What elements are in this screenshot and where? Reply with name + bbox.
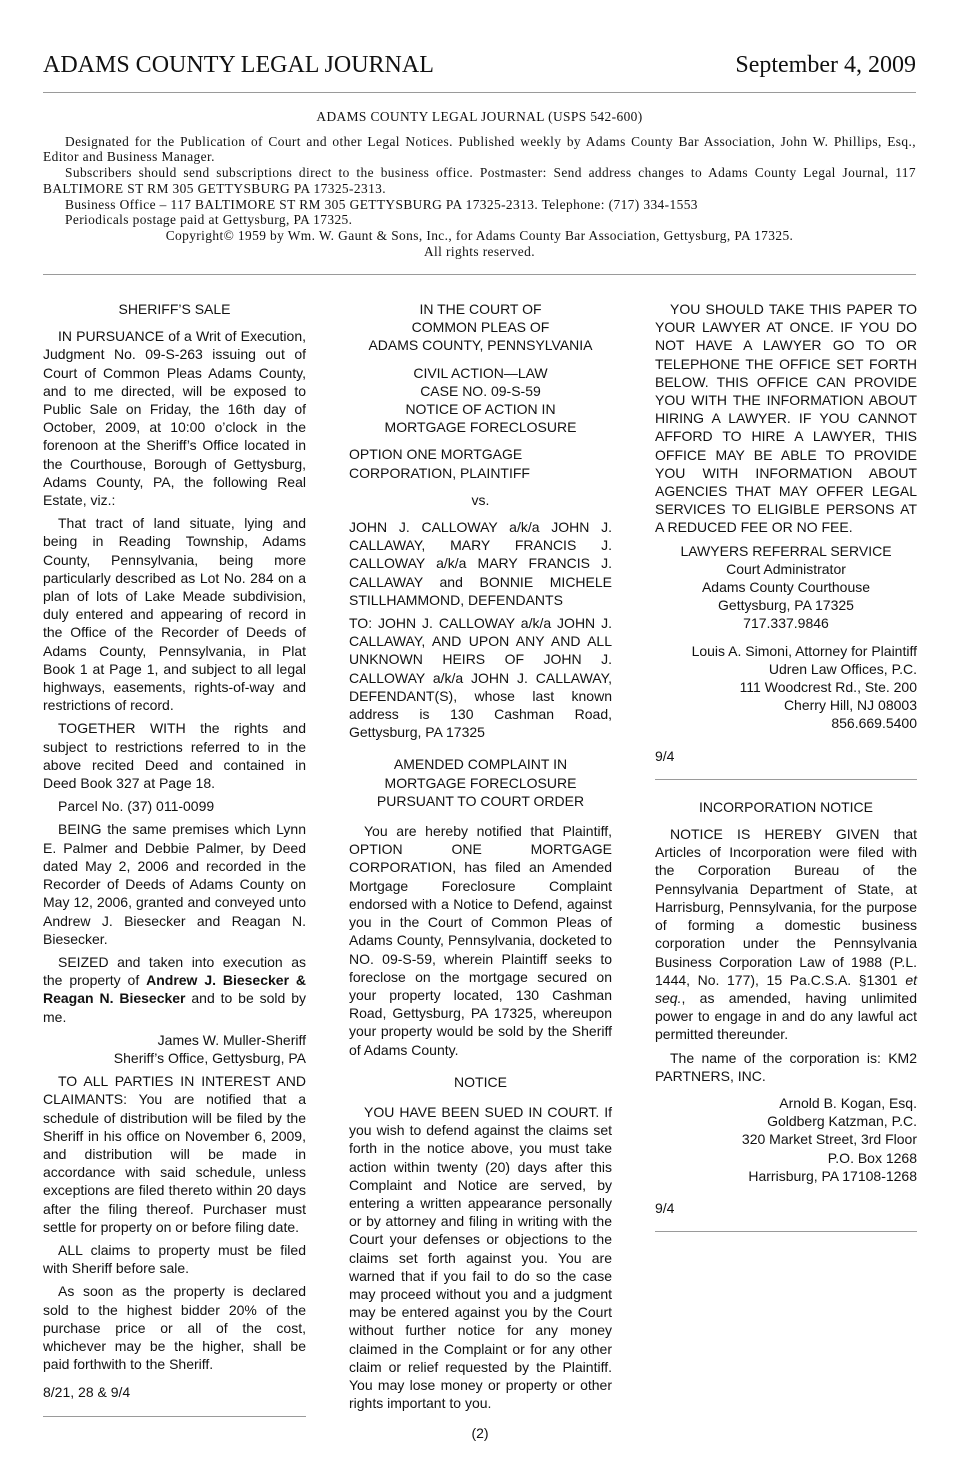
plaintiff-attorney [655, 642, 917, 733]
case-caption-line: CASE NO. 09-S-59 [420, 382, 541, 399]
incorporation-signature [655, 1094, 917, 1185]
sheriff-sale-paragraph: TO ALL PARTIES IN INTEREST AND CLAIMANTS: You are notified that a schedule of distribution will be filed by the Sheriff in his office on November 6, 2009, and distribution will be made in accordance with said schedule, unless exceptions are filed thereto within 20 days after the filing thereof. Purchaser must settle for property on or before filing date. [43, 1073, 306, 1235]
sheriff-sale-paragraph: As soon as the property is declared sold to the highest bidder 20% of the purchase price or all of the cost, whichever may be the higher, shall be paid forthwith to the Sheriff. [43, 1283, 306, 1373]
parcel-number: Parcel No. (37) 011-0099 [58, 798, 215, 815]
seized-text: SEIZED and taken into execution as the property of [43, 953, 306, 989]
masthead-rule [43, 274, 916, 275]
signature-line: Arnold B. Kogan, Esq. [779, 1094, 917, 1111]
court-caption-line: COMMON PLEAS OF [411, 319, 550, 336]
masthead [43, 109, 916, 259]
referral-line: Court Administrator [726, 560, 846, 577]
case-caption-line: MORTGAGE FORECLOSURE [384, 419, 577, 436]
masthead-designation: Designated for the Publication of Court and other Legal Notices. Published weekly by Adams County Bar Association, John W. Phillips, Esq., Editor and Business Manager. [43, 133, 916, 165]
signature-line: Goldberg Katzman, P.C. [767, 1113, 917, 1130]
sheriff-sale-paragraph: That tract of land situate, lying and being in Reading Township, Adams County, Pennsylvania, being more particularly described as Lot No. 284 on a plan of lots of Lake Meade subdivision, duly entered and appearing of record in the Office of the Recorder of Deeds of Adams County, Pennsylvania, in Plat Book 1 at Page 1, and subject to all legal highways, easements, rights-of-way and restrictions of record. [43, 515, 306, 714]
seized-text-end: and to be sold by me. [43, 990, 306, 1025]
lawyers-referral-service [655, 542, 917, 633]
defendants: JOHN J. CALLOWAY a/k/a JOHN J. CALLAWAY, MARY FRANCIS J. CALLOWAY a/k/a MARY FRANCIS J. CALLAWAY and BONNIE MICHELE STILLHAMMOND, DEFENDANTS [349, 519, 612, 608]
referral-line: LAWYERS REFERRAL SERVICE [680, 542, 892, 559]
masthead-rights: All rights reserved. [423, 243, 535, 259]
column-notices [655, 300, 917, 1250]
court-caption [349, 300, 612, 355]
sheriff-signature [43, 1031, 306, 1067]
masthead-subscribers: Subscribers should send subscriptions direct to the business office. Postmaster: Send address changes to Adams County Legal Journal, 117 BALTIMORE ST RM 305 GETTYSBURG PA 17325-2313. [43, 165, 916, 196]
notice-heading: NOTICE [454, 1073, 507, 1090]
court-caption-line: IN THE COURT OF [419, 301, 542, 317]
versus: vs. [471, 491, 490, 508]
amended-heading-line: PURSUANT TO COURT ORDER [376, 792, 585, 809]
amended-complaint-heading [349, 755, 612, 810]
et-seq: et seq. [655, 971, 917, 1006]
masthead-postage: Periodicals postage paid at Gettysburg, PA 17325. [65, 212, 353, 228]
court-caption-line: ADAMS COUNTY, PENNSYLVANIA [368, 337, 593, 354]
section-divider [655, 779, 917, 780]
seized-owner-names: Andrew J. Biesecker & Reagan N. Biesecker [43, 972, 306, 1007]
masthead-business-office: Business Office – 117 BALTIMORE ST RM 305 GETTYSBURG PA 17325-2313. Telephone: (717) 334-1553 [65, 196, 698, 212]
running-header [43, 52, 916, 86]
sheriff-office: Sheriff’s Office, Gettysburg, PA [113, 1049, 306, 1066]
incorporation-text-end: , as amended, having unlimited power to engage in and do any lawful act permitted thereunder. [655, 989, 917, 1043]
case-caption-line: CIVIL ACTION—LAW [413, 364, 548, 381]
sheriff-sale-paragraph: IN PURSUANCE of a Writ of Execution, Judgment No. 09-S-263 issuing out of Court of Common Pleas Adams County, and to me directed, will be exposed to Public Sale on Friday, the 16th day of October, 2009, at 10:00 o’clock in the forenoon at the Sheriff’s Office located in the Courthouse, Borough of Gettysburg, Adams County, PA, the following Real Estate, viz.: [43, 328, 306, 509]
notified-paragraph: You are hereby notified that Plaintiff, OPTION ONE MORTGAGE CORPORATION, has filed an Amended Mortgage Foreclosure Complaint endorsed with a Notice to Defend, against you in the Court of Common Pleas of Adams County, Pennsylvania, docketed to NO. 09-S-59, wherein Plaintiff seeks to foreclose on the mortgage secured on your property located, 130 Cashman Road, Gettysburg, PA 17325, whereupon your property would be sold by the Sheriff of Adams County. [349, 823, 612, 1058]
sheriff-sale-paragraph: BEING the same premises which Lynn E. Palmer and Debbie Palmer, by Deed dated May 2, 2006 and recorded in the Recorder of Deeds of Adams County on May 12, 2006, granted and conveyed unto Andrew J. Biesecker and Reagan N. Biesecker. [43, 821, 306, 947]
publication-dates: 8/21, 28 & 9/4 [43, 1384, 131, 1401]
attorney-line: 111 Woodcrest Rd., Ste. 200 [739, 679, 917, 696]
amended-heading-line: AMENDED COMPLAINT IN [393, 756, 568, 773]
column-court-notice [349, 300, 612, 1417]
case-caption-line: NOTICE OF ACTION IN [405, 401, 556, 418]
attorney-line: Louis A. Simoni, Attorney for Plaintiff [691, 642, 917, 659]
signature-line: Harrisburg, PA 17108-1268 [748, 1167, 917, 1184]
publication-date: 9/4 [655, 747, 675, 764]
header-rule [43, 92, 916, 93]
publication-date: 9/4 [655, 1199, 675, 1216]
corporation-name: The name of the corporation is: KM2 PARTNERS, INC. [655, 1049, 917, 1084]
section-divider [655, 1231, 917, 1232]
page-number: (2) [471, 1425, 489, 1441]
case-caption [349, 364, 612, 437]
journal-title: ADAMS COUNTY LEGAL JOURNAL [43, 52, 434, 78]
column-sheriff-sale [43, 300, 306, 1435]
amended-heading-line: MORTGAGE FORECLOSURE [384, 774, 577, 791]
incorporation-text: NOTICE IS HEREBY GIVEN that Articles of Incorporation were filed with the Corporation Bureau of the Pennsylvania Department of State, at Harrisburg, Pennsylvania, for the purpose of forming a domestic business corporation under the Pennsylvania Business Corporation Law of 1988 (P.L. 1444, No. 177), 15 Pa.C.S.A. §1301 [655, 826, 917, 988]
referral-line: Adams County Courthouse [701, 579, 871, 596]
masthead-title: ADAMS COUNTY LEGAL JOURNAL (USPS 542-600) [316, 109, 643, 124]
referral-line: Gettysburg, PA 17325 [718, 597, 854, 614]
sheriff-sale-heading: SHERIFF’S SALE [118, 301, 231, 317]
sued-paragraph: YOU HAVE BEEN SUED IN COURT. If you wish to defend against the claims set forth in the notice above, you must take action within twenty (20) days after this Complaint and Notice are served, by entering a written appearance personally or by attorney and filing in writing with the Court your defenses or objections to the claims set forth against you. You are warned that if you fail to do so the case may proceed without you and a judgment may be entered against you by the Court without further notice for any money claimed in the Complaint or for any other claim or relief requested by the Plaintiff. You may lose money or property or other rights important to you. [349, 1103, 612, 1412]
masthead-copyright: Copyright© 1959 by Wm. W. Gaunt & Sons, Inc., for Adams County Bar Association, Gettysburg, PA 17325. [165, 227, 794, 243]
notice-to: TO: JOHN J. CALLOWAY a/k/a JOHN J. CALLAWAY, AND UPON ANY AND ALL UNKNOWN HEIRS OF JOHN J. CALLOWAY a/k/a JOHN J. CALLAWAY, DEFENDANT(S), whose last known address is 130 Cashman Road, Gettysburg, PA 17325 [349, 615, 612, 741]
incorporation-paragraph [655, 825, 917, 1043]
seized-paragraph [43, 953, 306, 1026]
sheriff-sale-paragraph: ALL claims to property must be filed with Sheriff before sale. [43, 1241, 306, 1277]
attorney-line: Cherry Hill, NJ 08003 [783, 697, 917, 714]
sheriff-name: James W. Muller-Sheriff [157, 1031, 306, 1048]
signature-line: 320 Market Street, 3rd Floor [741, 1131, 917, 1148]
section-divider [43, 1416, 306, 1417]
attorney-line: Udren Law Offices, P.C. [768, 660, 917, 677]
sheriff-sale-paragraph: TOGETHER WITH the rights and subject to restrictions referred to in the above recited Deed and contained in Deed Book 327 at Page 18. [43, 720, 306, 792]
signature-line: P.O. Box 1268 [827, 1149, 917, 1166]
lawyer-advice: YOU SHOULD TAKE THIS PAPER TO YOUR LAWYER AT ONCE. IF YOU DO NOT HAVE A LAWYER GO TO OR TELEPHONE THE OFFICE SET FORTH BELOW. THIS OFFICE CAN PROVIDE YOU WITH THE INFORMATION ABOUT HIRING A LAWYER. IF YOU CANNOT AFFORD TO HIRE A LAWYER, THIS OFFICE MAY BE ABLE TO PROVIDE YOU WITH INFORMATION ABOUT AGENCIES THAT MAY OFFER LEGAL SERVICES TO ELIGIBLE PERSONS AT A REDUCED FEE OR NO FEE. [655, 301, 917, 536]
incorporation-heading: INCORPORATION NOTICE [699, 798, 873, 815]
plaintiff: OPTION ONE MORTGAGE CORPORATION, PLAINTIFF [349, 446, 530, 481]
issue-date: September 4, 2009 [735, 52, 916, 78]
referral-phone: 717.337.9846 [743, 615, 829, 632]
attorney-phone: 856.669.5400 [831, 715, 917, 732]
